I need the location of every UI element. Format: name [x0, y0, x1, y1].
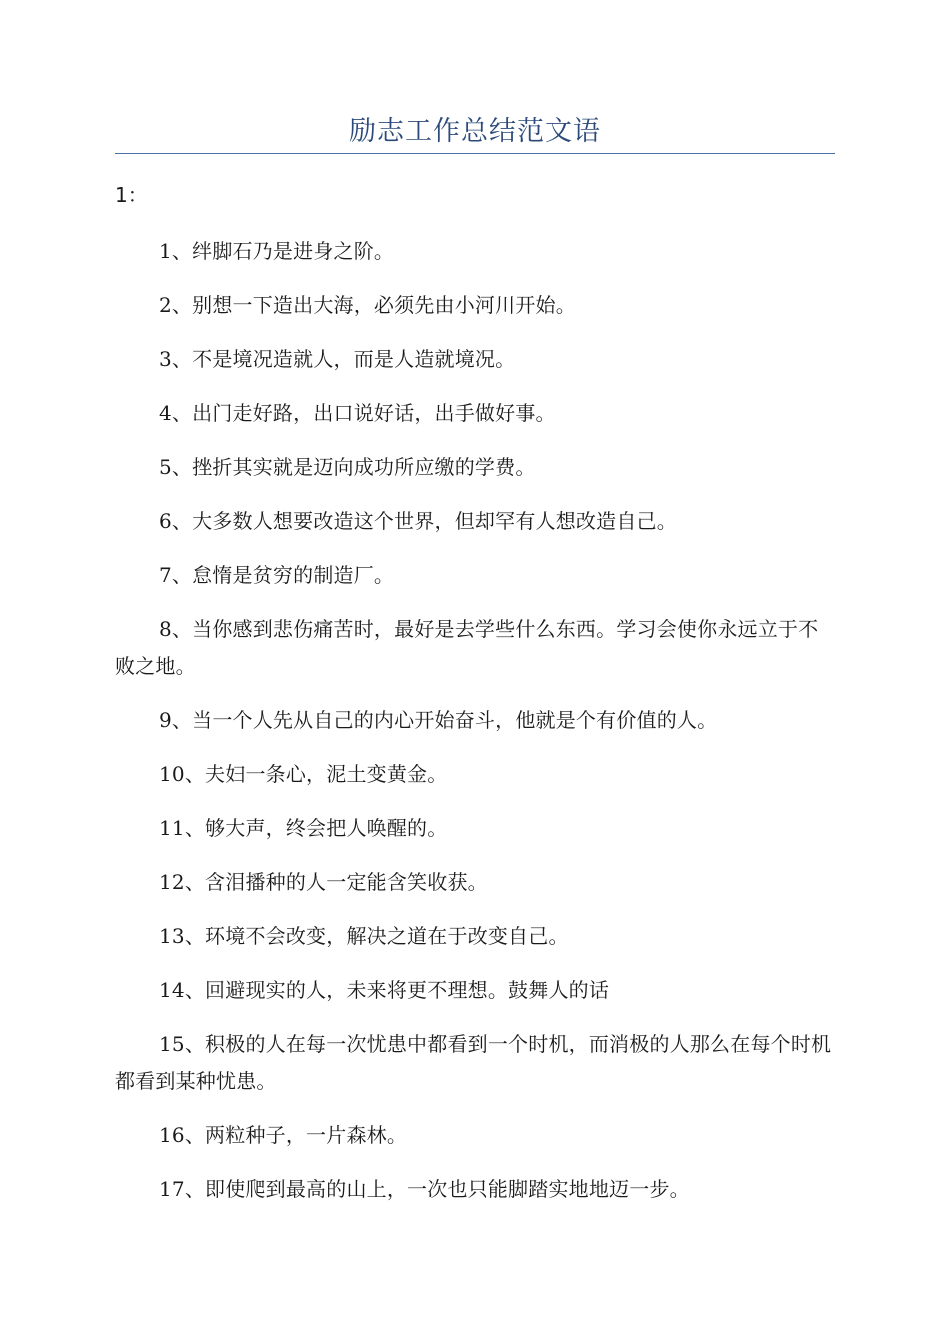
- list-item: 14、回避现实的人，未来将更不理想。鼓舞人的话: [159, 978, 610, 1002]
- list-item: 1、绊脚石乃是进身之阶。: [159, 239, 395, 263]
- list-item: 5、挫折其实就是迈向成功所应缴的学费。: [159, 455, 536, 479]
- list-item: 6、大多数人想要改造这个世界，但却罕有人想改造自己。: [159, 509, 677, 533]
- section-heading: 1：: [115, 183, 148, 207]
- list-item: 9、当一个人先从自己的内心开始奋斗，他就是个有价值的人。: [159, 708, 718, 732]
- list-item: 3、不是境况造就人，而是人造就境况。: [159, 347, 516, 371]
- list-item: 17、即使爬到最高的山上，一次也只能脚踏实地地迈一步。: [159, 1177, 690, 1201]
- list-item: 7、怠惰是贫穷的制造厂。: [159, 563, 395, 587]
- list-item: 11、够大声，终会把人唤醒的。: [159, 816, 448, 840]
- list-item: 8、当你感到悲伤痛苦时，最好是去学些什么东西。学习会使你永远立于不败之地。: [115, 617, 819, 678]
- document-title: 励志工作总结范文语: [349, 116, 601, 147]
- list-item: 16、两粒种子，一片森林。: [159, 1123, 408, 1147]
- quote-list: [115, 233, 835, 1225]
- list-item: 2、别想一下造出大海，必须先由小河川开始。: [159, 293, 576, 317]
- list-item: 15、积极的人在每一次忧患中都看到一个时机，而消极的人那么在每个时机都看到某种忧患。: [115, 1032, 832, 1093]
- list-item: 13、环境不会改变，解决之道在于改变自己。: [159, 924, 569, 948]
- title-underline: [115, 153, 835, 154]
- list-item: 10、夫妇一条心，泥土变黄金。: [159, 762, 448, 786]
- list-item: 4、出门走好路，出口说好话，出手做好事。: [159, 401, 556, 425]
- list-item: 12、含泪播种的人一定能含笑收获。: [159, 870, 488, 894]
